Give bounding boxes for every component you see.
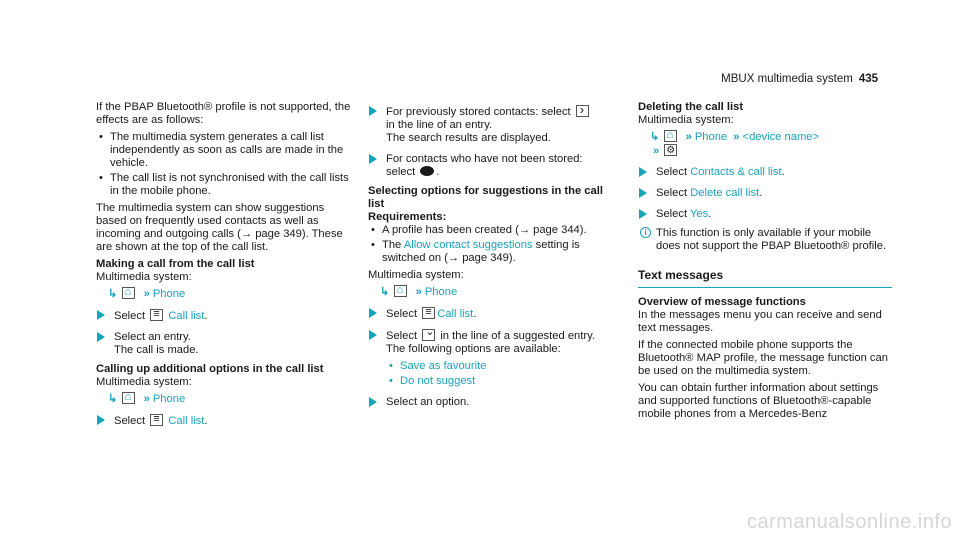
- multimedia-label: Multimedia system:: [368, 269, 464, 281]
- step: Select ≡ Call list.: [96, 414, 354, 428]
- step-arrow-icon: [369, 154, 377, 164]
- step: Select an entry. The call is made.: [96, 331, 354, 357]
- speech-bubble-icon: [420, 166, 434, 176]
- chevron-right-icon: »: [143, 393, 150, 405]
- phone-link[interactable]: Phone: [152, 393, 186, 405]
- intro-text: If the PBAP Bluetooth® profile is not supported, the effects are as follows:: [96, 101, 351, 126]
- watermark: carmanualsonline.info: [746, 511, 952, 533]
- page-number: 435: [858, 73, 878, 85]
- chevron-right-icon: »: [733, 131, 740, 143]
- contacts-call-list-link[interactable]: Contacts & call list: [690, 166, 782, 178]
- call-list-link[interactable]: Call list: [168, 415, 205, 427]
- home-icon: [122, 287, 135, 299]
- menu-path: [96, 392, 354, 406]
- step-arrow-icon: [369, 330, 377, 340]
- home-icon: [664, 130, 677, 142]
- yes-link[interactable]: Yes: [690, 208, 709, 220]
- step-arrow-icon: [639, 188, 647, 198]
- option-do-not-suggest[interactable]: • Do not suggest: [386, 375, 620, 388]
- chevron-right-icon: »: [143, 288, 150, 300]
- step-arrow-icon: [639, 209, 647, 219]
- list-item: • The Allow contact suggestions setting is switched on (→ page 349).: [368, 239, 620, 265]
- page-header: [721, 73, 878, 86]
- step-arrow-icon: [97, 310, 105, 320]
- heading-suggestions: Selecting options for suggestions in the call list: [368, 185, 603, 210]
- step: For contacts who have not been stored: select .: [368, 153, 620, 179]
- delete-call-list-link[interactable]: Delete call list: [690, 187, 760, 199]
- multimedia-label: Multimedia system:: [96, 376, 192, 388]
- path-hook-icon: ↳: [380, 286, 390, 298]
- call-list-link[interactable]: Call list: [168, 310, 205, 322]
- path-hook-icon: ↳: [108, 288, 118, 300]
- list-icon: [422, 307, 435, 319]
- multimedia-label: Multimedia system:: [96, 271, 192, 283]
- call-list-link[interactable]: Call list: [437, 308, 474, 320]
- column-1: [96, 101, 354, 434]
- info-icon: i: [640, 227, 651, 238]
- further-info-text: You can obtain further information about settings and supported functions of Bluetooth®-capable mobile phones from a Mercedes-Benz: [638, 382, 879, 420]
- chevron-right-icon: »: [415, 286, 422, 298]
- allow-suggestions-link[interactable]: Allow contact suggestions: [403, 239, 533, 251]
- heading-overview: Overview of message functions: [638, 296, 806, 308]
- step: Select Delete call list.: [638, 187, 892, 200]
- column-2: [368, 101, 620, 415]
- home-icon: [122, 392, 135, 404]
- home-icon: [394, 285, 407, 297]
- chevron-right-box-icon: [576, 105, 589, 117]
- map-profile-text: If the connected mobile phone supports the Bluetooth® MAP profile, the message function can be used on the multimedia system.: [638, 339, 888, 377]
- path-hook-icon: ↳: [650, 131, 660, 143]
- step: For previously stored contacts: select › in the line of an entry. The search results are displayed.: [368, 105, 620, 145]
- heading-deleting: Deleting the call list: [638, 101, 744, 113]
- multimedia-label: Multimedia system:: [638, 114, 734, 126]
- step-arrow-icon: [369, 308, 377, 318]
- menu-path: [368, 285, 620, 299]
- chevron-right-icon: »: [653, 145, 660, 157]
- step-arrow-icon: [97, 332, 105, 342]
- chevron-down-icon: [422, 329, 435, 341]
- heading-making-call: Making a call from the call list: [96, 258, 255, 270]
- phone-link[interactable]: Phone: [694, 131, 728, 143]
- step: Select ≡ Call list.: [368, 307, 620, 321]
- step: Select ≡ Call list.: [96, 309, 354, 323]
- step: Select ⌄ in the line of a suggested entry. The following options are available: • Save as favourite • Do not suggest: [368, 329, 620, 388]
- suggestions-text: The multimedia system can show suggestions based on frequently used contacts as well as incoming and outgoing calls (→ page 349). These are shown at the top of the call list.: [96, 202, 343, 253]
- info-note: i This function is only available if your mobile does not support the PBAP Bluetooth® profile.: [638, 227, 892, 253]
- path-hook-icon: ↳: [108, 393, 118, 405]
- gear-icon: [664, 144, 677, 156]
- step-arrow-icon: [369, 397, 377, 407]
- messages-text: In the messages menu you can receive and send text messages.: [638, 309, 882, 334]
- list-item: • The multimedia system generates a call list independently as soon as calls are made in the vehicle.: [96, 131, 354, 170]
- option-save-favourite[interactable]: • Save as favourite: [386, 360, 620, 373]
- menu-path: [96, 287, 354, 301]
- step-arrow-icon: [639, 167, 647, 177]
- requirements-label: Requirements:: [368, 211, 447, 223]
- list-icon: [150, 309, 163, 321]
- list-icon: [150, 414, 163, 426]
- device-name-link[interactable]: <device name>: [742, 131, 820, 143]
- section-title: Text messages: [638, 269, 892, 288]
- step-arrow-icon: [369, 106, 377, 116]
- chevron-right-icon: »: [685, 131, 692, 143]
- step: Select Contacts & call list.: [638, 166, 892, 179]
- list-item: • A profile has been created (→ page 344).: [368, 224, 620, 237]
- menu-path: [638, 130, 892, 158]
- step: Select Yes.: [638, 208, 892, 221]
- heading-additional-options: Calling up additional options in the call list: [96, 363, 324, 375]
- step: Select an option.: [368, 396, 620, 409]
- step-arrow-icon: [97, 415, 105, 425]
- column-3: [638, 101, 892, 425]
- list-item: • The call list is not synchronised with the call lists in the mobile phone.: [96, 172, 354, 198]
- phone-link[interactable]: Phone: [424, 286, 458, 298]
- header-title: MBUX multimedia system: [721, 73, 853, 85]
- phone-link[interactable]: Phone: [152, 288, 186, 300]
